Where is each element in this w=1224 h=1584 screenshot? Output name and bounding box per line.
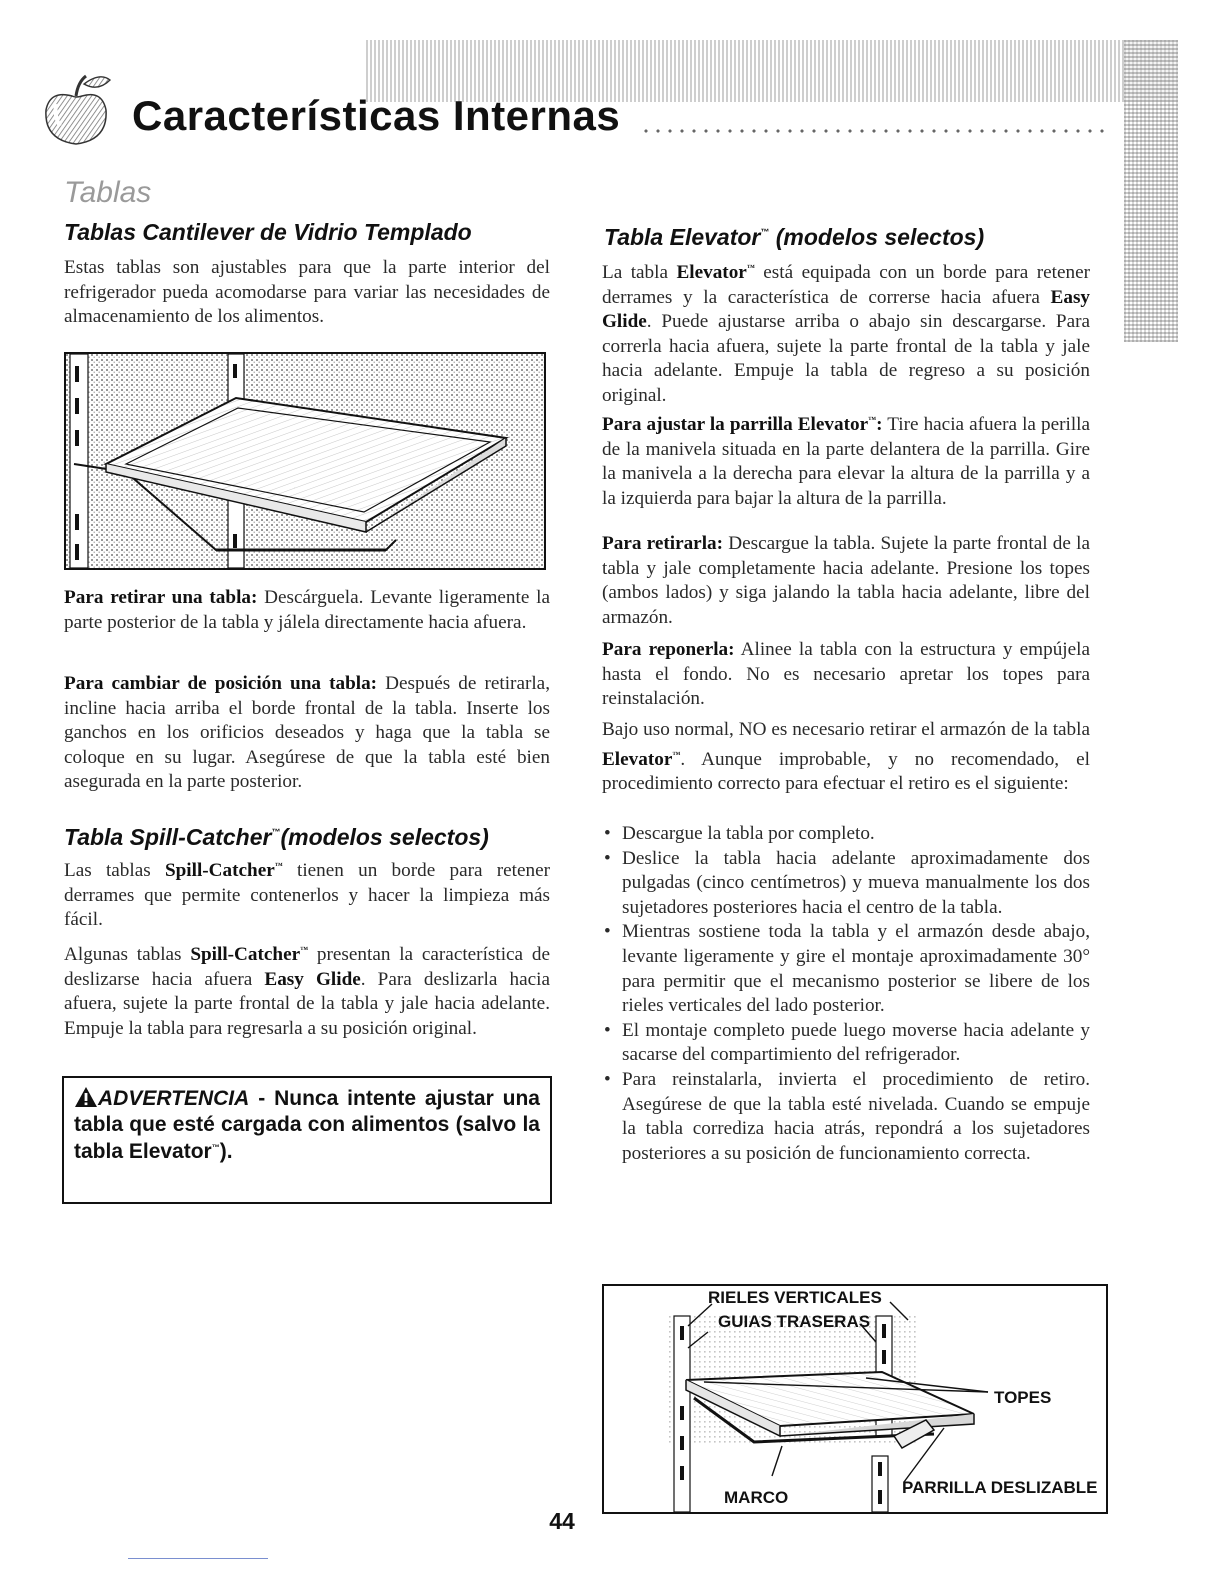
paragraph-retirarla: Para retirarla: Descargue la tabla. Sujete la parte frontal de la tabla y jale completamente hacia adelante. Presione los topes (ambos lados) y siga jalando la tabla hacia adelante, libre del armazón.: [602, 533, 1090, 628]
paragraph-spill-catcher-2: Algunas tablas Spill-Catcher™ presentan la característica de deslizarse hacia afuera Easy Glide. Para deslizarla hacia afuera, sujete la parte frontal de la tabla y jale hacia adelante. Empuje la tabla para regresarla a su posición original.: [64, 944, 550, 1039]
warning-text: ADVERTENCIA - Nunca intente ajustar una tabla que esté cargada con alimentos (salvo la tabla Elevator™).: [74, 1087, 540, 1163]
list-item: • Deslice la tabla hacia adelante aproximadamente dos pulgadas (cinco centímetros) y mueva manualmente los dos sujetadores posteriores hacia el centro de la tabla.: [602, 847, 1090, 921]
list-item: • El montaje completo puede luego moverse hacia adelante y sacarse del compartimiento del refrigerador.: [602, 1019, 1090, 1068]
page-number: 44: [549, 1508, 575, 1534]
label-rieles-verticales: RIELES VERTICALES: [708, 1288, 882, 1307]
figure-elevator-shelf: [602, 1284, 1108, 1514]
paragraph-retirar-tabla: [64, 586, 550, 635]
label-retirar-tabla: Para retirar una tabla:: [64, 587, 258, 608]
removal-steps-list: [602, 822, 1090, 1166]
list-item: • Descargue la tabla por completo.: [602, 822, 1090, 847]
paragraph-reponerla: Para reponerla: Alinee la tabla con la estructura y empújela hasta el fondo. No es necesario apretar los topes para reinstalación.: [602, 639, 1090, 710]
paragraph-uso-normal: Bajo uso normal, NO es necesario retirar el armazón de la tabla Elevator™. Aunque improbable, y no recomendado, el procedimiento correcto para efectuar el retiro es el siguiente:: [602, 719, 1090, 795]
label-parrilla-deslizable: PARRILLA DESLIZABLE: [902, 1478, 1098, 1497]
paragraph-cantilever-intro: Estas tablas son ajustables para que la parte interior del refrigerador pueda acomodarse para variar las necesidades de almacenamiento de los alimentos.: [64, 257, 550, 328]
text-cambiar-posicion: Después de retirarla, incline hacia arriba el borde frontal de la tabla. Inserte los ganchos en los orificios deseados y haga que la tabla se coloque en su lugar. Asegúrese de que la tabla esté bien asegurada en la parte posterior.: [64, 673, 550, 793]
footer-divider: [128, 1558, 268, 1559]
paragraph-elevator-intro: La tabla Elevator™ está equipada con un borde para retener derrames y la característica de correrse hacia afuera Easy Glide. Puede ajustarse arriba o abajo sin descargarse. Para correrla hacia afuera, sujete la parte frontal de la tabla y jale hacia adelante. Empuje la tabla de regreso a su posición original.: [602, 262, 1091, 406]
paragraph-spill-catcher-1: Las tablas Spill-Catcher™ tienen un borde para retener derrames que permite contenerlos y hacer la limpieza más fácil.: [64, 860, 550, 931]
apple-logo-icon: [36, 70, 118, 148]
heading-cantilever: Tablas Cantilever de Vidrio Templado: [64, 219, 472, 245]
label-marco: MARCO: [724, 1488, 789, 1507]
label-cambiar-posicion: Para cambiar de posición una tabla:: [64, 673, 378, 694]
text-retirar-tabla: Descárguela. Levante ligeramente la parte posterior de la tabla y jálela directamente hacia afuera.: [64, 587, 551, 633]
label-guias-traseras: GUIAS TRASERAS: [718, 1312, 871, 1331]
list-item: • Para reinstalarla, invierta el procedimiento de retiro. Asegúrese de que la tabla esté nivelada. Cuando se empuje la tabla corrediza hacia atrás, repondrá a los sujetadores posteriores a su posición de funcionamiento correcta.: [602, 1068, 1090, 1166]
title-dotted-leader: [640, 128, 1110, 134]
list-item: • Mientras sostiene toda la tabla y el armazón desde abajo, levante ligeramente y gire el montaje aproximadamente 30° para permitir que el mecanismo posterior se libere de los rieles verticales del lado posterior.: [602, 920, 1090, 1018]
warning-triangle-icon: [74, 1086, 98, 1113]
warning-box: [62, 1076, 552, 1204]
heading-spill-catcher: Tabla Spill-Catcher™(modelos selectos): [64, 824, 489, 850]
section-label: Tablas: [64, 176, 152, 209]
label-topes: TOPES: [994, 1388, 1052, 1407]
header-side-band-decoration: [1124, 40, 1178, 342]
warning-heading: ADVERTENCIA: [98, 1087, 250, 1110]
heading-elevator: Tabla Elevator™ (modelos selectos): [604, 224, 985, 250]
page-title: Características Internas: [132, 92, 621, 139]
figure-cantilever-shelf: [64, 352, 546, 570]
paragraph-ajustar-parrilla: Para ajustar la parrilla Elevator™: Tire hacia afuera la perilla de la manivela situada en la parte delantera de la parrilla. Gire la manivela a la derecha para elevar la altura de la parrilla y a la izquierda para bajar la altura de la parrilla.: [602, 414, 1091, 509]
paragraph-cambiar-posicion: [64, 672, 550, 795]
